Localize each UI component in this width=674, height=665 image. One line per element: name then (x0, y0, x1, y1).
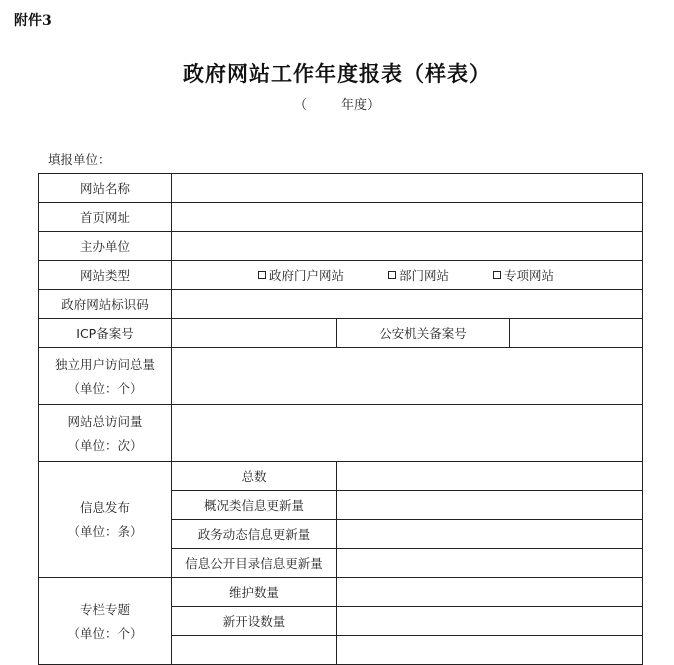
info-publish-title: 信息发布 (79, 500, 130, 515)
info-total-label: 总数 (172, 462, 337, 491)
site-id-code-label: 政府网站标识码 (39, 290, 172, 319)
unique-visitors-value[interactable] (172, 348, 643, 405)
row-info-total (39, 462, 643, 491)
icp-value[interactable] (172, 319, 337, 348)
option-special-label: 专项网站 (504, 267, 555, 283)
special-maintained-label: 维护数量 (172, 578, 337, 607)
info-publish-label (39, 462, 172, 578)
site-name-value[interactable] (172, 174, 643, 203)
info-news-label: 政务动态信息更新量 (172, 520, 337, 549)
option-portal[interactable] (258, 268, 344, 283)
info-news-value[interactable] (337, 520, 643, 549)
year-subtitle (0, 94, 674, 113)
info-catalog-value[interactable] (337, 549, 643, 578)
special-maintained-value[interactable] (337, 578, 643, 607)
option-special[interactable] (493, 268, 554, 283)
special-new-value[interactable] (337, 607, 643, 636)
site-type-label: 网站类型 (39, 261, 172, 290)
site-name-label: 网站名称 (39, 174, 172, 203)
option-department[interactable] (388, 268, 449, 283)
special-extra-label (172, 636, 337, 665)
home-url-label: 首页网址 (39, 203, 172, 232)
unique-visitors-label (39, 348, 172, 405)
special-extra-value[interactable] (337, 636, 643, 665)
special-columns-title: 专栏专题 (79, 601, 130, 617)
row-total-visits (39, 405, 643, 462)
filler-unit-label: 填报单位： (48, 152, 111, 167)
row-site-id-code (39, 290, 643, 319)
checkbox-icon[interactable] (258, 271, 266, 279)
police-record-value[interactable] (510, 319, 643, 348)
total-visits-value[interactable] (172, 405, 643, 462)
row-host-unit (39, 232, 643, 261)
row-home-url (39, 203, 643, 232)
option-portal-label: 政府门户网站 (269, 267, 345, 283)
info-publish-unit: （单位：条） (67, 524, 143, 539)
unique-visitors-unit: （单位：个） (67, 380, 143, 396)
subtitle-close-paren: ） (367, 98, 381, 113)
info-overview-label: 概况类信息更新量 (172, 491, 337, 520)
page-title: 政府网站工作年度报表（样表） (183, 61, 491, 86)
attachment-label: 附件3 (14, 13, 52, 29)
total-visits-unit: （单位：次） (67, 437, 143, 453)
total-visits-label (39, 405, 172, 462)
row-unique-visitors (39, 348, 643, 405)
special-columns-label (39, 578, 172, 665)
option-department-label: 部门网站 (399, 267, 450, 283)
row-special-maintained (39, 578, 643, 607)
checkbox-icon[interactable] (388, 271, 396, 279)
special-columns-unit: （单位：个） (67, 625, 143, 641)
info-overview-value[interactable] (337, 491, 643, 520)
info-total-value[interactable] (337, 462, 643, 491)
police-record-label: 公安机关备案号 (337, 319, 510, 348)
row-site-name (39, 174, 643, 203)
special-new-label: 新开设数量 (172, 607, 337, 636)
row-icp (39, 319, 643, 348)
home-url-value[interactable] (172, 203, 643, 232)
host-unit-value[interactable] (172, 232, 643, 261)
info-catalog-label: 信息公开目录信息更新量 (172, 549, 337, 578)
host-unit-label: 主办单位 (39, 232, 172, 261)
row-site-type (39, 261, 643, 290)
unique-visitors-title: 独立用户访问总量 (54, 356, 155, 372)
checkbox-icon[interactable] (493, 271, 501, 279)
subtitle-year: 年度 (340, 98, 367, 113)
subtitle-open-paren: （ (293, 98, 307, 113)
site-type-options (172, 261, 643, 290)
icp-label: ICP备案号 (39, 319, 172, 348)
total-visits-title: 网站总访问量 (67, 413, 143, 429)
site-id-code-value[interactable] (172, 290, 643, 319)
report-table (38, 173, 643, 665)
